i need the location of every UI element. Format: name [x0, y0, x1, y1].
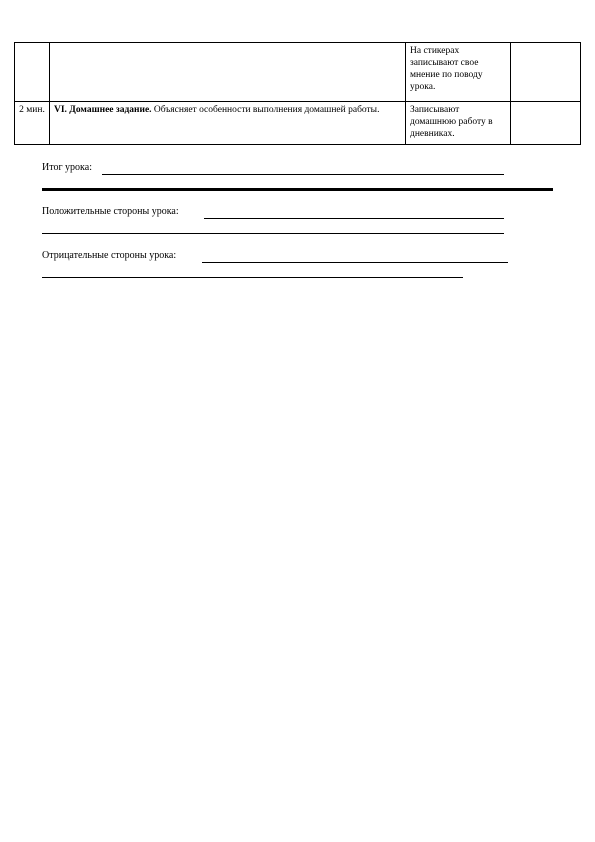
time-cell: 2 мин. — [15, 102, 50, 145]
positive-sides-line-2 — [42, 233, 504, 234]
positive-sides-line-1 — [204, 218, 504, 219]
positive-sides-label: Положительные стороны урока: — [42, 206, 179, 217]
teacher-activity-cell — [50, 43, 406, 102]
time-cell — [15, 43, 50, 102]
negative-sides-line-2 — [42, 277, 463, 278]
student-activity-cell: Записывают домашнюю работу в дневниках. — [406, 102, 511, 145]
teacher-text: Объясняет особенности выполнения домашней работы. — [151, 105, 380, 115]
lesson-table — [14, 42, 581, 145]
negative-sides-line-1 — [202, 262, 508, 263]
lesson-result-label: Итог урока: — [42, 162, 92, 173]
extra-cell — [511, 102, 581, 145]
table-row — [15, 43, 581, 102]
separator-rule — [42, 188, 553, 191]
table-row — [15, 102, 581, 145]
stage-title: VI. Домашнее задание. — [54, 105, 152, 115]
lesson-result-line — [102, 174, 504, 175]
negative-sides-label: Отрицательные стороны урока: — [42, 250, 177, 261]
student-activity-cell: На стикерах записывают свое мнение по поводу урока. — [406, 43, 511, 102]
extra-cell — [511, 43, 581, 102]
teacher-activity-cell — [50, 102, 406, 145]
